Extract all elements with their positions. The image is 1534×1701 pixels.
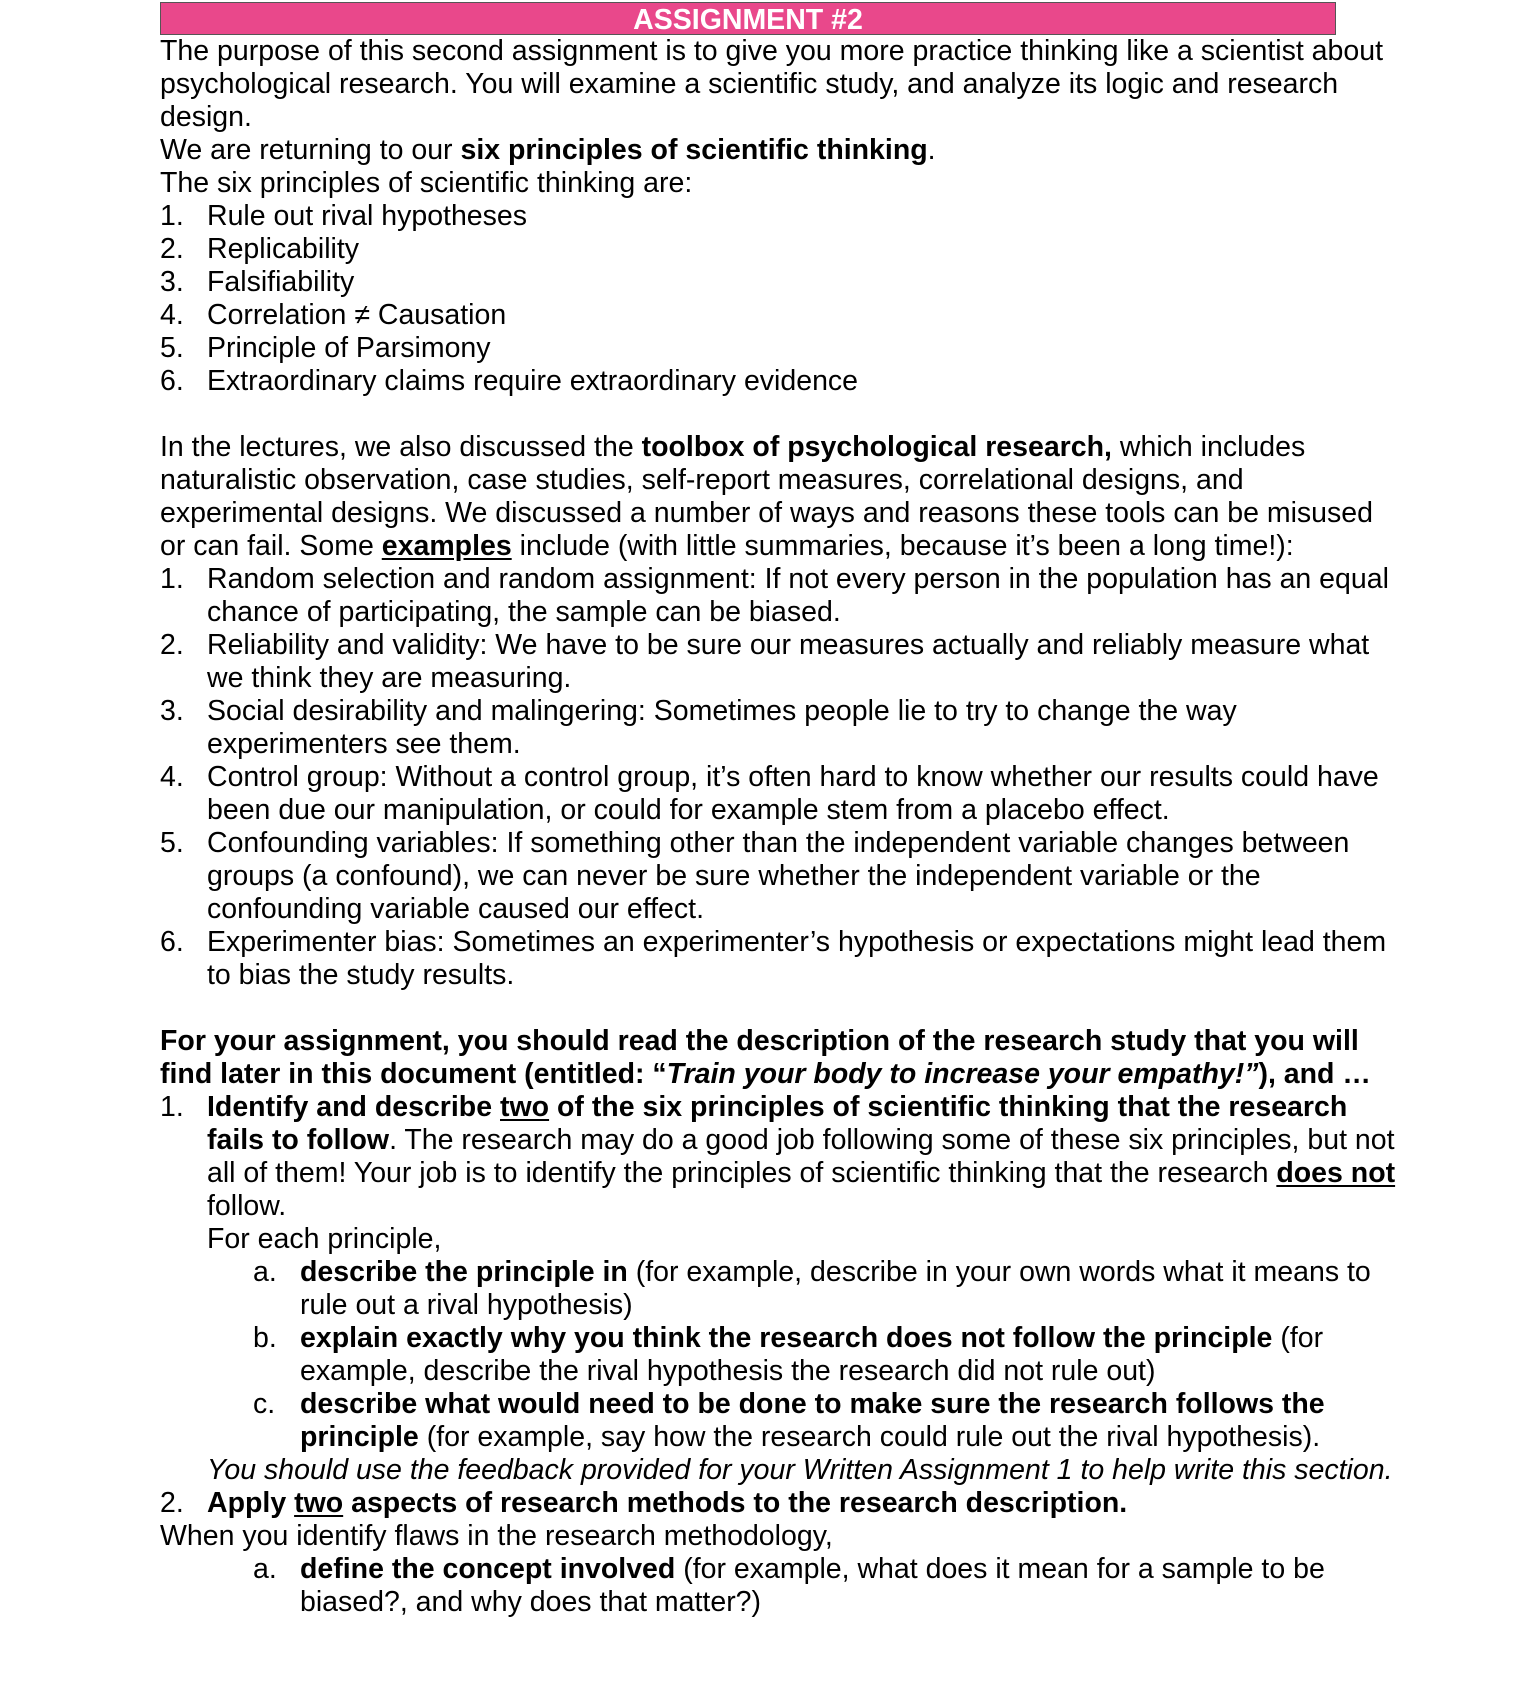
principle-text: Rule out rival hypotheses xyxy=(207,200,528,232)
list-number: 3. xyxy=(160,695,184,727)
principles-list xyxy=(160,200,1400,398)
principle-text: Principle of Parsimony xyxy=(207,332,491,364)
principle-item xyxy=(160,332,1400,365)
task-1-rest: . The research may do a good job following some of these six principles, but not all of them! Your job is to identify the principles of scientific thinking that the research xyxy=(207,1124,1395,1189)
sub-item-text: (for example, describe in your own words what it means to rule out a rival hypothesis) xyxy=(300,1256,1371,1321)
feedback-note-text: You should use the feedback provided for your Written Assignment 1 to help write this section. xyxy=(207,1454,1393,1486)
toolbox-pre: In the lectures, we also discussed the xyxy=(160,431,642,463)
spacer xyxy=(160,398,1400,431)
principle-text: Replicability xyxy=(207,233,360,265)
task-1-text xyxy=(207,1091,1395,1222)
sub-item-bold: describe what would need to be done to make sure the research follows the principle xyxy=(300,1388,1325,1453)
toolbox-paragraph xyxy=(160,431,1400,563)
sub-item-bold: explain exactly why you think the research does not follow the principle xyxy=(300,1322,1273,1354)
task-1-sub-item xyxy=(160,1388,1400,1454)
list-number: 6. xyxy=(160,365,184,397)
document-page xyxy=(160,0,1400,1619)
toolbox-mid: which includes naturalistic observation, case studies, self-report measures, correlational designs, and experimental designs. We discussed a number of ways and reasons these tools can be misused or can fail. Some xyxy=(160,431,1373,562)
example-item xyxy=(160,563,1400,629)
sub-item-text: (for example, describe the rival hypothesis the research did not rule out) xyxy=(300,1322,1324,1387)
spacer xyxy=(160,992,1400,1025)
list-number: 4. xyxy=(160,299,184,331)
principle-item xyxy=(160,200,1400,233)
list-number: 1. xyxy=(160,1091,184,1123)
purpose-paragraph: The purpose of this second assignment is to give you more practice thinking like a scientist about psychological research. You will examine a scientific study, and analyze its logic and research design. xyxy=(160,35,1383,133)
assignment-lead xyxy=(160,1025,1400,1091)
list-number: 5. xyxy=(160,332,184,364)
example-text: Experimenter bias: Sometimes an experimenter’s hypothesis or expectations might lead them to bias the study results. xyxy=(207,926,1387,991)
list-number: 2. xyxy=(160,233,184,265)
example-text: Social desirability and malingering: Sometimes people lie to try to change the way experimenters see them. xyxy=(207,695,1237,760)
task-1-two: two xyxy=(500,1091,550,1123)
task-1 xyxy=(160,1091,1400,1223)
toolbox-post: include (with little summaries, because it’s been a long time!): xyxy=(511,530,1294,562)
principle-text: Extraordinary claims require extraordinary evidence xyxy=(207,365,859,397)
when-you-identify: When you identify flaws in the research methodology, xyxy=(160,1520,833,1552)
task-1-end: follow. xyxy=(207,1190,287,1222)
principle-text: Falsifiability xyxy=(207,266,355,298)
list-number: 6. xyxy=(160,926,184,958)
task-1-sub-item xyxy=(160,1256,1400,1322)
example-item xyxy=(160,695,1400,761)
principle-item xyxy=(160,365,1400,398)
example-text: Random selection and random assignment: If not every person in the population has an equal chance of participating, the sample can be biased. xyxy=(207,563,1389,628)
task-1-bold-pre: Identify and describe xyxy=(207,1091,500,1123)
list-number: 4. xyxy=(160,761,184,793)
assignment-title-banner: ASSIGNMENT #2 xyxy=(160,2,1336,35)
list-number: 2. xyxy=(160,629,184,661)
returning-post: . xyxy=(927,134,936,166)
example-item xyxy=(160,761,1400,827)
six-principles-term: six principles of scientific thinking xyxy=(460,134,928,166)
example-text: Confounding variables: If something other than the independent variable changes between groups (a confound), we can never be sure whether the independent variable or the confounding variable caused our effect. xyxy=(207,827,1350,925)
list-letter: a. xyxy=(253,1256,277,1288)
task-2-two: two xyxy=(294,1487,344,1519)
principle-text: Correlation ≠ Causation xyxy=(207,299,507,331)
list-letter: c. xyxy=(253,1388,276,1420)
list-number: 2. xyxy=(160,1487,184,1519)
example-item xyxy=(160,827,1400,926)
task-2-bold-post: aspects of research methods to the research description. xyxy=(343,1487,1128,1519)
list-letter: b. xyxy=(253,1322,277,1354)
for-each-principle: For each principle, xyxy=(207,1223,442,1255)
list-number: 5. xyxy=(160,827,184,859)
assignment-lead-pre: For your assignment, you should read the description of the research study that you will find later in this document (entitled: “ xyxy=(160,1025,1359,1090)
task-2-sub-item xyxy=(160,1553,1400,1619)
sub-item-text: (for example, say how the research could rule out the rival hypothesis). xyxy=(418,1421,1321,1453)
assignment-lead-post: ), and … xyxy=(1258,1058,1371,1090)
list-letter: a. xyxy=(253,1553,277,1585)
principle-item xyxy=(160,233,1400,266)
principle-item xyxy=(160,299,1400,332)
list-number: 1. xyxy=(160,200,184,232)
list-number: 3. xyxy=(160,266,184,298)
task-2-text xyxy=(207,1487,1127,1519)
examples-term: examples xyxy=(381,530,512,562)
task-1-does-not: does not xyxy=(1276,1157,1396,1189)
sub-item-bold: define the concept involved xyxy=(300,1553,676,1585)
sub-item-bold: describe the principle in xyxy=(300,1256,628,1288)
example-item xyxy=(160,629,1400,695)
study-title: Train your body to increase your empathy! xyxy=(666,1058,1245,1090)
task-2 xyxy=(160,1487,1400,1520)
example-text: Control group: Without a control group, it’s often hard to know whether our results could have been due our manipulation, or could for example stem from a placebo effect. xyxy=(207,761,1379,826)
returning-pre: We are returning to our xyxy=(160,134,461,166)
principle-item xyxy=(160,266,1400,299)
example-item xyxy=(160,926,1400,992)
study-title-close-quote: ” xyxy=(1244,1058,1259,1090)
feedback-note xyxy=(160,1454,1400,1487)
toolbox-term: toolbox of psychological research, xyxy=(641,431,1112,463)
examples-list xyxy=(160,563,1400,992)
task-1-bold-post: of the six principles of scientific thinking that the research fails to follow xyxy=(207,1091,1348,1156)
sub-item-text: (for example, what does it mean for a sample to be biased?, and why does that matter?) xyxy=(300,1553,1325,1618)
principles-lead: The six principles of scientific thinking are: xyxy=(160,167,693,199)
task-2-bold-pre: Apply xyxy=(207,1487,295,1519)
list-number: 1. xyxy=(160,563,184,595)
task-1-sub-item xyxy=(160,1322,1400,1388)
example-text: Reliability and validity: We have to be sure our measures actually and reliably measure what we think they are measuring. xyxy=(207,629,1370,694)
returning-paragraph xyxy=(160,134,1400,167)
